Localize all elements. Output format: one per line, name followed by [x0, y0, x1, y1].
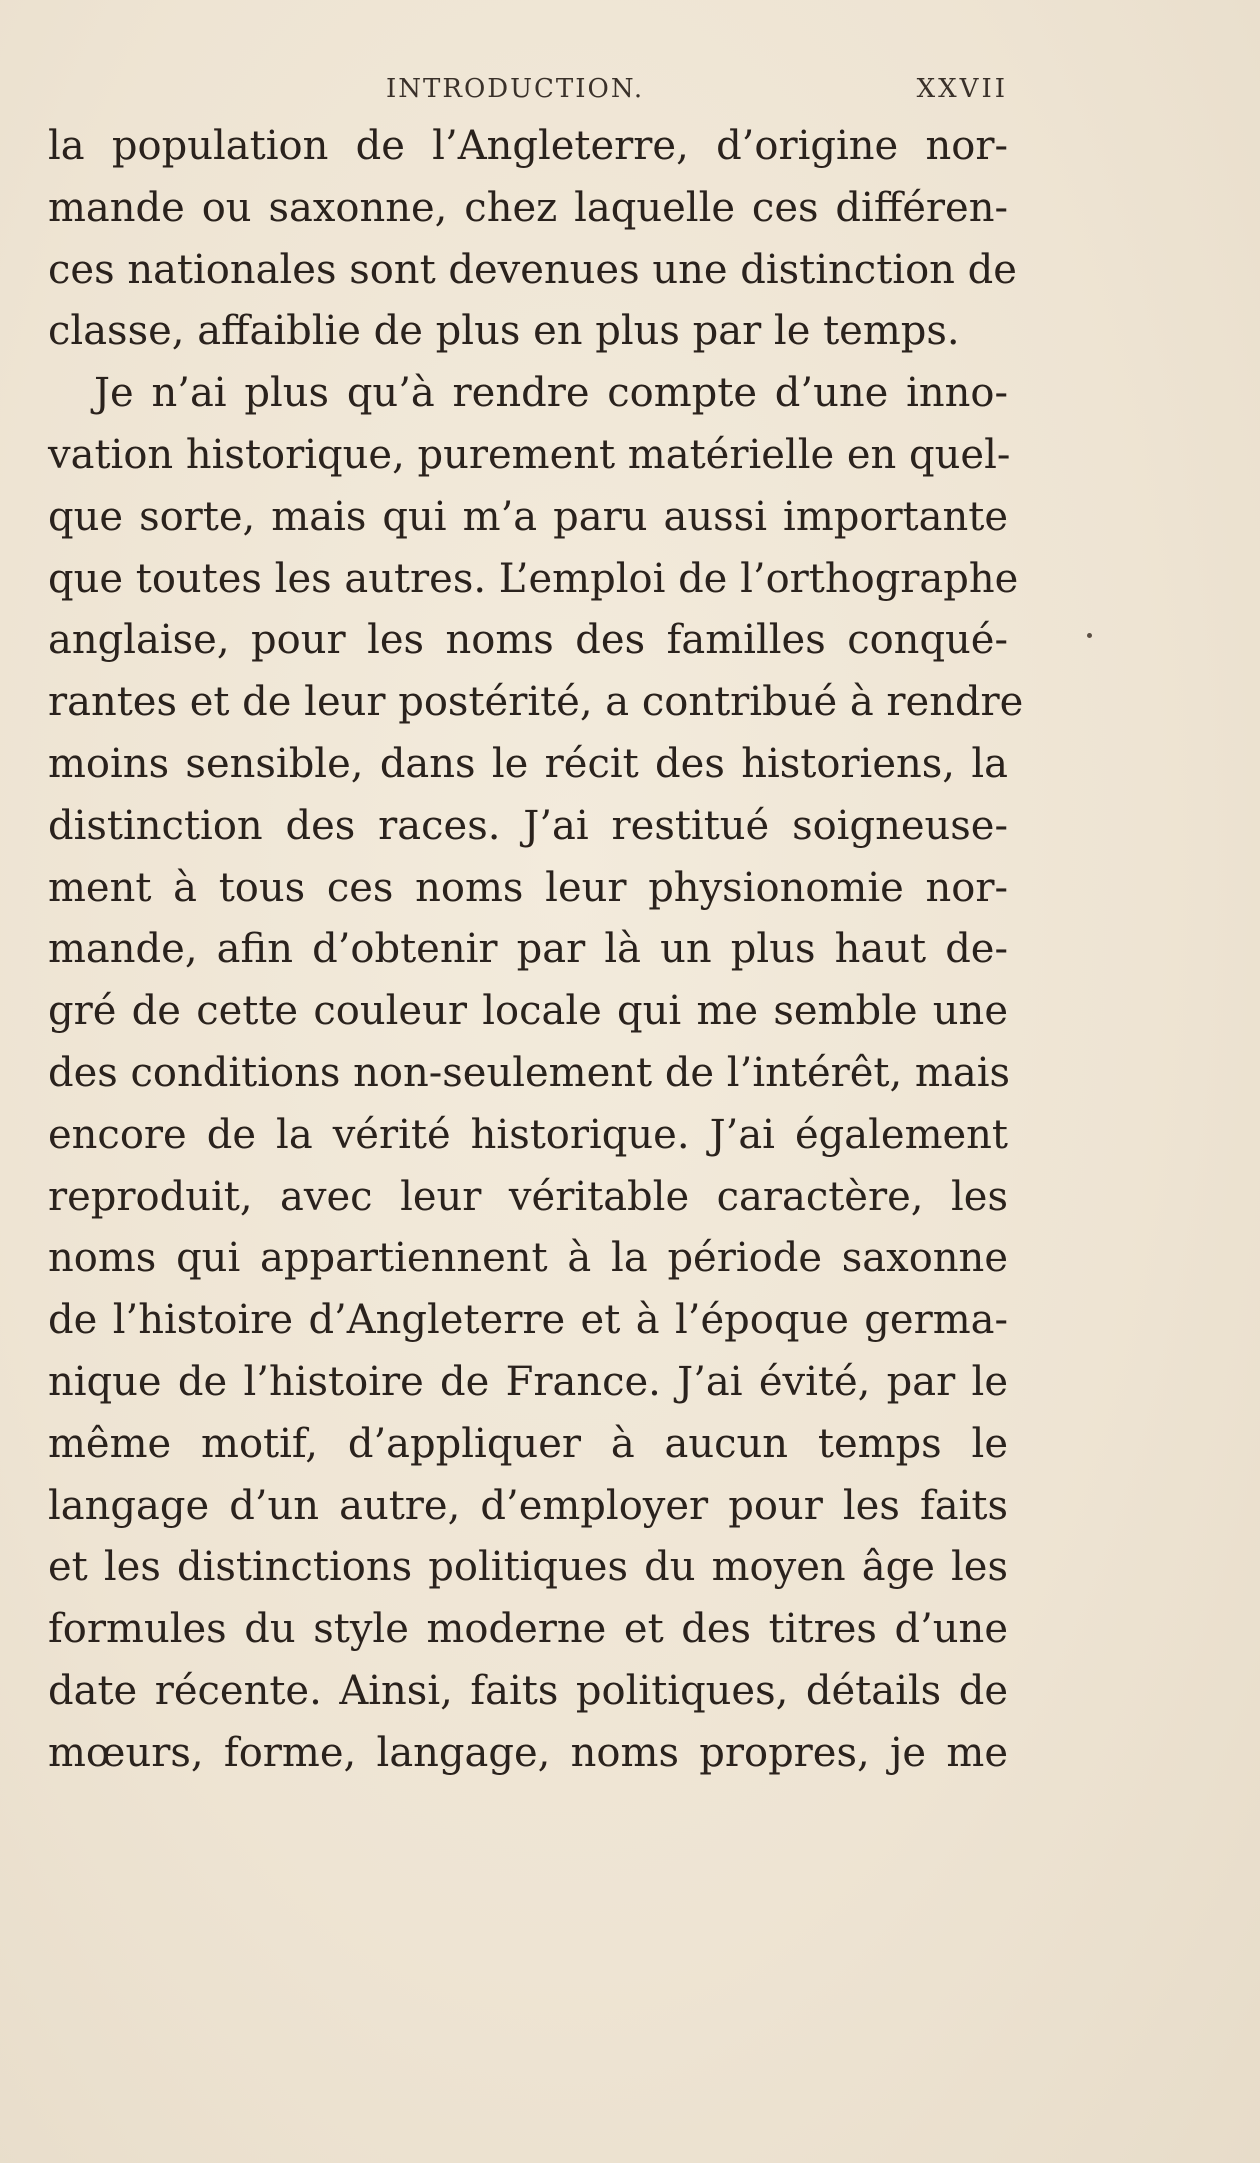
page-header	[48, 74, 1008, 114]
text-line: Je n’ai plus qu’à rendre compte d’une inno-	[94, 370, 1008, 417]
text-line: ces nationales sont devenues une distinction de	[48, 246, 1017, 293]
text-line: classe, affaiblie de plus en plus par le temps.	[48, 308, 960, 355]
text-line: nique de l’histoire de France. J’ai évité, par le	[48, 1358, 1008, 1405]
text-line: mande ou saxonne, chez laquelle ces différen-	[48, 184, 1008, 231]
text-line: gré de cette couleur locale qui me semble une	[48, 988, 1008, 1035]
text-line: noms qui appartiennent à la période saxonne	[48, 1235, 1008, 1282]
text-line: la population de l’Angleterre, d’origine nor-	[48, 123, 1008, 169]
text-line: anglaise, pour les noms des familles conqué-	[48, 617, 1008, 664]
text-line: même motif, d’appliquer à aucun temps le	[48, 1420, 1008, 1467]
paper-speck	[1087, 633, 1092, 638]
text-line: que toutes les autres. L’emploi de l’orthographe	[48, 555, 1019, 602]
text-line: que sorte, mais qui m’a paru aussi importante	[48, 493, 1008, 540]
text-line: rantes et de leur postérité, a contribué à rendre	[48, 679, 1024, 726]
text-line: et les distinctions politiques du moyen âge les	[48, 1544, 1008, 1591]
text-line: ment à tous ces noms leur physionomie nor-	[48, 864, 1008, 911]
paragraph-1	[48, 116, 1017, 363]
paragraph-2	[48, 363, 1024, 1784]
text-line: de l’histoire d’Angleterre et à l’époque germa-	[48, 1297, 1008, 1344]
text-line: moins sensible, dans le récit des historiens, la	[48, 740, 1008, 787]
text-line: encore de la vérité historique. J’ai également	[48, 1111, 1008, 1158]
text-line: reproduit, avec leur véritable caractère, les	[48, 1173, 1008, 1220]
running-title: INTRODUCTION.	[386, 74, 645, 104]
page-number: XXVII	[916, 74, 1008, 104]
text-line: vation historique, purement matérielle en quel-	[48, 431, 1011, 478]
text-line: des conditions non-seulement de l’intérêt, mais	[48, 1049, 1011, 1096]
text-line: langage d’un autre, d’employer pour les faits	[48, 1482, 1008, 1529]
text-line: formules du style moderne et des titres d’une	[48, 1606, 1008, 1653]
text-line: mœurs, forme, langage, noms propres, je me	[48, 1729, 1008, 1776]
text-line: mande, afin d’obtenir par là un plus haut de-	[48, 926, 1008, 973]
body-text	[48, 116, 1024, 1785]
text-line: distinction des races. J’ai restitué soigneuse-	[48, 802, 1008, 849]
text-line: date récente. Ainsi, faits politiques, détails de	[48, 1667, 1008, 1714]
